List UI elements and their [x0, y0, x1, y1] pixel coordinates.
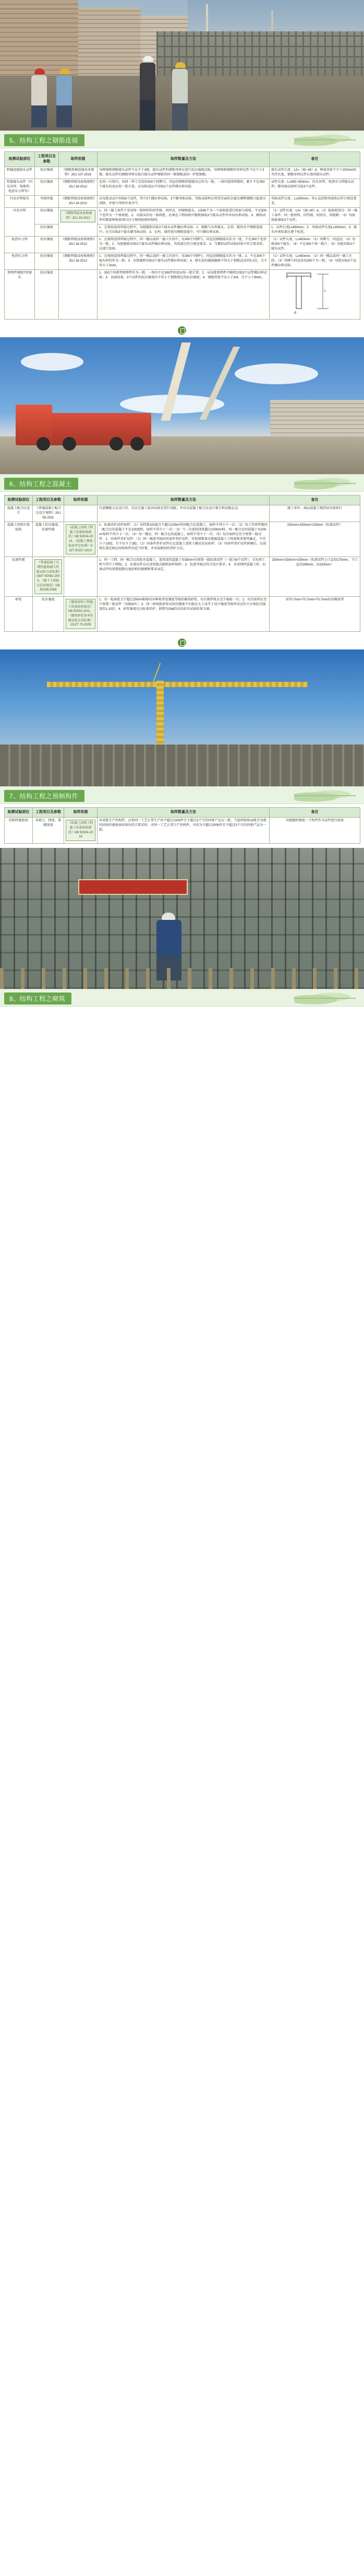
truck-wheel-2 — [63, 437, 76, 451]
cell-item: 混凝土抗压强度、抗渗性能 — [33, 522, 64, 557]
cell-basis: 《钢筋焊接及验收规程》JGJ 18-2012 — [59, 237, 98, 253]
truck-wheel-1 — [37, 437, 50, 451]
cell-method: 1．同一施工条件下采用同一批材料的同等级、同形式、同规格接头，以500个为一个验收批进行检验与验收，不足500个也作为一个验收批。2．对接头的每一验收批，必须在工程结构中随机抽取3个接头试件作单向拉伸试验。3．模拟试件的数量和检验项目应与现场检验时相同。 — [98, 208, 270, 224]
cell-basis: 《钢筋焊接及验收规程》JGJ 18-2012 — [59, 196, 98, 208]
table-steel-connection — [4, 151, 360, 320]
cell-basis: 《钢筋焊接及验收规程》JGJ 18-2012 — [59, 179, 98, 196]
col-basis: 取样依据 — [64, 495, 98, 505]
cell-item: 抗拉强度 — [35, 253, 59, 270]
building-left — [0, 0, 78, 78]
section-header-6 — [0, 474, 364, 492]
cell-remark: 1．试件长度L≥450mm；2．弯曲试件长度L≥300mm；3．接头外观质量应逐个检查。 — [270, 224, 360, 237]
tower-crane-photo — [0, 649, 364, 786]
svg-text:L: L — [324, 289, 326, 293]
cell-part: 砂浆 — [5, 597, 33, 632]
leaf-decoration-icon — [294, 477, 357, 490]
section-tab-6: 6、结构工程之混凝土 — [4, 478, 78, 490]
col-item: 工程项目及参数 — [33, 808, 64, 818]
cell-remark: 弯曲试件长度：L≥300mm；弯心直径和弯曲角应符合规范要求。 — [270, 196, 360, 208]
cell-remark: （1）试件长度：L≥450mm；（2）同一楼层或同一施工区段；（3）同牌号同直径每300个为一批；（4）每批切取3个试件做拉伸试验。 — [270, 253, 360, 270]
cell-method: 1．300个同类型预埋件作为一批，一周内不足300件的也应按一批计算；2．从每批预埋件中随机切取3个试件做拉伸试验；3．试验结果，3个试件的抗拉强度均不得小于钢筋规定的抗拉强度；4．钢板厚度不应小于d/4，且不小于8mm。 — [98, 270, 270, 320]
section-header-8 — [0, 989, 364, 1007]
cell-remark: （1）试件长度：L≥450mm；（2）同牌号、同直径；（3）每批300个接头；（4）不足300个按一批计；（5）每批切取3个接头试件。 — [270, 237, 360, 253]
cell-part: 预埋件钢筋T形接头 — [5, 270, 35, 320]
cell-method: 1．在现场连续焊接过程中，每批随机切取3个接头试件做拉伸试验；2．钢筋气压焊接头，在梁、板的水平钢筋连接中，应另切取3个接头做弯曲试验；3．在柱、墙的竖向钢筋连接中，可只做拉伸试验。 — [98, 224, 270, 237]
table-row — [5, 505, 360, 522]
brand-logo-icon — [178, 639, 186, 647]
section-header-5 — [0, 131, 364, 148]
page-divider-2 — [0, 636, 364, 649]
cell-method: 从每批成品中切取6个试件，其中3个做拉伸试验，3个做弯曲试验。弯曲试验时应将受压面的金属毛刺和镦粗凸起部分消除，并使与母材外表齐平。 — [98, 196, 270, 208]
table-row — [5, 179, 360, 196]
cell-method: 对成批生产的构件，应按同一工艺正常生产的不超过1000件且不超过3个月的同类产品为一批。当连续检验10批且每批的结构性能检验结果均符合要求时，对同一工艺正常生产的构件，可改为不超过2000件且不超过3个月的同类产品为一批。 — [98, 818, 270, 844]
rebar-cage-worker-photo — [0, 848, 364, 989]
cell-part: 电渣压力焊 — [5, 237, 35, 253]
brand-logo-icon — [178, 326, 186, 335]
table-header-row — [5, 808, 360, 818]
cell-method: 1．在现场连续焊接过程中，同一楼层或同一施工区段中，每300个同牌号、同直径钢筋接头作为一批；2．不足300个接头时仍作为一批；3．每批随机切取3个接头试件做拉伸试验；4．接头处的轴线偏移不得大于钢筋直径的0.1倍，且不得大于2mm。 — [98, 253, 270, 270]
cell-basis: 《钢筋机械连接技术规程》JGJ 107-2016 — [59, 167, 98, 179]
worker-white-helmet — [140, 56, 155, 131]
cell-part: 闪光对焊 — [5, 208, 35, 237]
cell-method: 1．同一工程、同一配合比的防水混凝土，连续浇筑混凝土每500m³应留置一组抗渗试件（一组为6个试件），且每项工程不得少于两组；2．抗渗试件应在浇筑地点随机取样制作；3．抗渗等级应符合设计要求；4．采用预拌混凝土时，抗渗试件的留置组数应视结构的规模和要求而定。 — [98, 557, 270, 597]
cell-item: 弯曲性能 — [35, 196, 59, 208]
table-row — [5, 224, 360, 237]
truck-wheel-3 — [110, 437, 123, 451]
cell-remark: 每批随机抽取一个构件作为试件进行检验 — [270, 818, 360, 844]
worker-yellow-helmet — [56, 68, 72, 127]
cell-item: 抗压强度 — [33, 597, 64, 632]
col-part: 检测试验部位 — [5, 808, 33, 818]
col-remark: 备注 — [270, 495, 360, 505]
document-page — [0, 0, 364, 1007]
worker-yellow-helmet-2 — [172, 62, 188, 131]
table-row — [5, 237, 360, 253]
cell-remark: 用70.7mm×70.7mm×70.7mm的试模成型 — [270, 597, 360, 632]
col-method: 取样数量及方法 — [98, 495, 270, 505]
section-tab-5: 5、结构工程之钢筋连接 — [4, 134, 84, 146]
site-workers-rebar-photo — [0, 0, 364, 131]
col-basis: 取样依据 — [64, 808, 98, 818]
table-row — [5, 818, 360, 844]
col-basis: 取样依据 — [59, 152, 98, 167]
basis-note: 《砌体结构工程施工质量验收规范》GB 50203-2011、《建筑砂浆基本性能试验方法标准》JGJ/T 70-2009 — [66, 599, 95, 629]
cell-item — [33, 557, 64, 597]
truck-wheel-4 — [130, 437, 144, 451]
col-remark: 备注 — [270, 152, 360, 167]
table-row — [5, 167, 360, 179]
cell-item: 抗拉强度 — [35, 237, 59, 253]
cell-method: 在同一台班内，由同一焊工完成的300个同牌号、同直径钢筋焊接接头应作为一批。一周内连续焊接时，累计不足300个接头的也应按一批计算。从每批成品中切取3个试件做拉伸试验。 — [98, 179, 270, 196]
cell-remark: 试件长度：L≥450~500mm；闪光对焊、电渣压力焊接头试件；做弯曲试验时另取3个试件。 — [270, 179, 360, 196]
svg-text:d: d — [294, 311, 296, 315]
crane-boom-extension — [172, 347, 271, 420]
cell-remark: 150mm×150mm×150mm（抗渗试件上口直径175mm、下口直径185mm、高150mm） — [270, 557, 360, 597]
leaf-decoration-icon — [294, 991, 357, 1005]
basis-note: 《钢筋焊接及验收规程》JGJ 18-2012 — [60, 210, 95, 222]
leaf-decoration-icon — [294, 133, 357, 147]
formwork-row — [0, 745, 364, 786]
embedded-detail-drawing-icon — [271, 271, 334, 316]
table-row — [5, 597, 360, 632]
cell-basis — [64, 597, 98, 632]
cell-item: 抗拉强度 — [35, 179, 59, 196]
crane-jib — [47, 682, 308, 687]
mobile-crane-photo — [0, 337, 364, 474]
cell-method: 凡需做配合比设计的，均应在施工前由试验室进行试配，并出具混凝土配合比设计报告和试配记录。 — [98, 505, 270, 522]
cell-method: 1．在现场连续焊接过程中，同一楼层或同一施工区段中，每300个同牌号、同直径钢筋接头作为一批，不足300个也作为一批。2．每批随机切取3个接头试件做拉伸试验，其质量应符合规范要求。3．当模拟试件试验结果不符合要求时，应进行复验。 — [98, 237, 270, 253]
cell-basis — [64, 818, 98, 844]
cell-basis — [64, 557, 98, 597]
cell-basis: 《钢筋焊接及验收规程》JGJ 18-2012 — [59, 253, 98, 270]
table-row — [5, 253, 360, 270]
table-header-row — [5, 152, 360, 167]
table-precast — [4, 807, 360, 844]
table-row — [5, 557, 360, 597]
cell-part: 抗渗性能 — [5, 557, 33, 597]
cell-item: 抗拉强度 — [35, 270, 59, 320]
cell-remark — [270, 270, 360, 320]
cell-item: 抗拉强度 — [35, 167, 59, 179]
leaf-decoration-icon — [294, 789, 357, 802]
building-mid — [78, 7, 141, 78]
table-row — [5, 270, 360, 320]
section-header-7 — [0, 786, 364, 804]
table-concrete — [4, 495, 360, 632]
cell-remark: 150mm×150mm×150mm（标准试件） — [270, 522, 360, 557]
cell-item: 抗拉强度 — [35, 224, 59, 237]
page-divider-1 — [0, 324, 364, 337]
cell-remark: （1）试件长度：L0=（35~40）d；（2）检验批划分：同一施工条件、同一批材料、同等级、同形式、同规格；（3）每验收批抽取3个试件。 — [270, 208, 360, 224]
table-header-row — [5, 495, 360, 505]
cell-method: 1．每一检验批且不超过250m³砌体的各种类型及强度等级的砌筑砂浆，每台搅拌机应至少抽检一次；2．每次取样应至少留置一组试件（每组6块）；3．同一验收批砂浆试块的强度平均值应大于或等于设计强度等级所对应的立方体抗压强度的1.10倍；4．砂浆强度应以标准养护、龄期为28d的试块抗压试验结果为准。 — [98, 597, 270, 632]
basis-note: 《普通混凝土长期性能和耐久性能试验方法标准》GB/T 50082-2009、《地下工程防水技术规范》GB 50108-2008 — [34, 559, 62, 594]
basis-note: 《混凝土结构工程施工质量验收规范》GB 50204-2015 — [66, 820, 95, 841]
cell-part: 电渣压力焊 — [5, 253, 35, 270]
cell-item: 承载力、挠度、裂缝宽度 — [33, 818, 64, 844]
background-building — [270, 400, 364, 442]
cell-method: 每种规格钢筋接头试件不应少于3根，接头试件的钢筋母材应进行抗拉强度试验，每种规格钢筋的母材试件不应少于3根。接头试件的钢筋母材应取自接头试件钢筋的同一根钢筋或同一炉批钢筋。 — [98, 167, 270, 179]
cell-part: 结构性能检验 — [5, 818, 33, 844]
table-row — [5, 522, 360, 557]
col-item: 工程项目及参数 — [35, 152, 59, 167]
cell-item: 《普通混凝土配合比设计规程》JGJ 55-2011 — [33, 505, 64, 522]
cell-basis — [64, 505, 98, 522]
col-item: 工程项目及参数 — [33, 495, 64, 505]
section-tab-8: 8、结构工程之砌筑 — [4, 992, 71, 1005]
basis-note: 《混凝土结构工程施工质量验收规范》GB 50204-2015、《混凝土强度检验评定标准》GB/T 50107-2010 — [66, 524, 95, 554]
table-row — [5, 208, 360, 224]
scaffold-poles — [0, 968, 364, 989]
table-row — [5, 196, 360, 208]
col-part: 检测试验部位 — [5, 495, 33, 505]
col-method: 取样数量及方法 — [98, 808, 270, 818]
col-remark: 备注 — [270, 808, 360, 818]
cell-part: 焊接接头试件（闪光对焊、电弧焊、电渣压力焊等） — [5, 179, 35, 196]
worker-red-helmet — [31, 68, 47, 127]
site-banner — [78, 879, 188, 895]
col-part: 检测试验部位 — [5, 152, 35, 167]
cloud-1 — [21, 353, 83, 371]
cell-remark: 施工单位、商品混凝土搅拌站均需执行 — [270, 505, 360, 522]
cell-part: 混凝土配合比设计 — [5, 505, 33, 522]
col-method: 取样数量及方法 — [98, 152, 270, 167]
cell-part: 混凝土结构实体检验 — [5, 522, 33, 557]
cell-part: 闪光对焊接头 — [5, 196, 35, 208]
cell-item: 抗拉强度 — [35, 208, 59, 224]
cell-basis — [59, 270, 98, 320]
section-tab-7: 7、结构工程之预制构件 — [4, 790, 84, 802]
cell-basis — [64, 522, 98, 557]
cell-remark: 接头试件长度：L0=（35~40）d，两端各留不少于100mm的夹持长度，钢筋母材试件长度同接头试件。 — [270, 167, 360, 179]
cell-part: 机械连接接头试件 — [5, 167, 35, 179]
cell-basis — [59, 208, 98, 237]
cell-method: 1．标准养护试件取样：（1）每拌制100盘且不超过100m³的同配合比混凝土，取样不得少于一次；（2）每工作班拌制同一配合比的混凝土不足100盘时，取样不得少于一次；（3）当一次连续浇筑超过1000m³时，同一配合比的混凝土每200m³取样不得少于一次；（4）每一楼层、同一配合比的混凝土，取样不得少于一次；（5）每次取样应至少留置一组试件。2．同条件养护试件：（1）同一强度等级的同条件养护试件，其留置数量应根据混凝土工程量和重要性确定，不宜少于10组，且不应少于3组；（2）同条件养护试件应在混凝土浇筑入模处见证取样；（3）同条件养护试件拆模后，应放置在靠近相应结构构件的适当位置，并采取相同的养护方法。 — [98, 522, 270, 557]
